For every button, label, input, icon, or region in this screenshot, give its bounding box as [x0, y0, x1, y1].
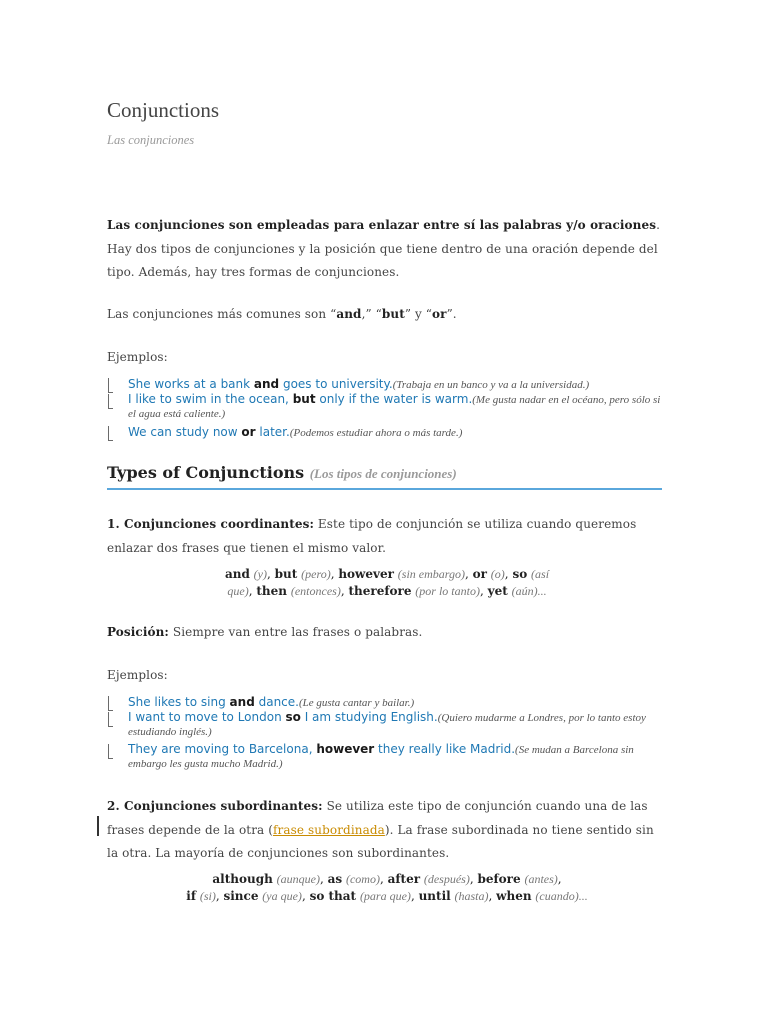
example-row: She likes to sing and dance.(Le gusta cantar y bailar.): [108, 695, 668, 709]
posicion-label: Posición:: [107, 625, 169, 639]
common-word-or: or: [432, 307, 447, 321]
examples-list-1: [108, 377, 668, 439]
common-sep1: ,” “: [361, 307, 382, 321]
text-cursor: [97, 816, 99, 836]
example-row: They are moving to Barcelona, however they really like Madrid.(Se mudan a Barcelona sin embargo les gusta mucho Madrid.): [108, 743, 668, 771]
bullet-mark-icon: [108, 696, 113, 711]
examples-list-2: [108, 695, 668, 771]
examples-label-1: Ejemplos:: [107, 350, 168, 364]
page-subtitle: Las conjunciones: [107, 133, 195, 147]
common-conjunctions: [107, 307, 667, 321]
subordinantes-text1: Se utiliza este tipo de conjunción cuando una de las frases depende de la otra (: [107, 799, 648, 837]
posicion-text: Siempre van entre las frases o palabras.: [168, 625, 423, 639]
bullet-mark-icon: [108, 744, 113, 759]
coordinantes-list-line1: and (y), but (pero), however (sin embargo), or (o), so (así: [224, 567, 550, 581]
common-suffix: ”.: [446, 307, 457, 321]
bullet-mark-icon: [108, 712, 113, 727]
coordinantes-text: Este tipo de conjunción se utiliza cuando queremos enlazar dos frases que tienen el mismo valor.: [107, 517, 637, 555]
subordinantes-list-line2: if (si), since (ya que), so that (para que), until (hasta), when (cuando)...: [186, 888, 588, 903]
frase-subordinada-link[interactable]: frase subordinada: [273, 822, 385, 837]
subordinantes-paragraph: [107, 795, 667, 866]
subordinantes-list: [107, 871, 667, 904]
subordinantes-text2: ). La frase subordinada no tiene sentido sin la otra. La mayoría de conjunciones son subordinantes.: [107, 822, 654, 860]
bullet-mark-icon: [108, 394, 113, 409]
section-subtitle: (Los tipos de conjunciones): [309, 466, 457, 481]
coordinantes-list-line2: que), then (entonces), therefore (por lo tanto), yet (aún)...: [227, 583, 547, 598]
section-heading: [107, 463, 457, 482]
coordinantes-label: 1. Conjunciones coordinantes:: [107, 517, 315, 531]
example-row: I want to move to London so I am studying English.(Quiero mudarme a Londres, por lo tanto estoy estudiando inglés.): [108, 711, 668, 739]
coordinantes-list: [107, 566, 667, 599]
coordinantes-paragraph: [107, 513, 667, 560]
intro-bold: Las conjunciones son empleadas para enlazar entre sí las palabras y/o oraciones: [107, 218, 657, 232]
example-row: We can study now or later.(Podemos estudiar ahora o más tarde.): [108, 425, 668, 439]
common-sep2: ” y “: [404, 307, 433, 321]
section-title: Types of Conjunctions: [107, 463, 305, 482]
intro-paragraph: [107, 214, 667, 285]
section-divider: [107, 488, 662, 490]
example-row: I like to swim in the ocean, but only if the water is warm.(Me gusta nadar en el océano, pero sólo si el agua está caliente.): [108, 393, 668, 421]
page-title: Conjunctions: [107, 98, 220, 122]
bullet-mark-icon: [108, 378, 113, 393]
example-row: She works at a bank and goes to university.(Trabaja en un banco y va a la universidad.): [108, 377, 668, 391]
examples-label-2: Ejemplos:: [107, 668, 168, 682]
common-word-and: and: [336, 307, 362, 321]
common-word-but: but: [381, 307, 405, 321]
posicion-line: [107, 625, 667, 639]
bullet-mark-icon: [108, 426, 113, 441]
intro-rest: . Hay dos tipos de conjunciones y la posición que tiene dentro de una oración depende del tipo. Además, hay tres formas de conjunciones.: [107, 218, 660, 279]
common-prefix: Las conjunciones más comunes son “: [107, 307, 337, 321]
subordinantes-label: 2. Conjunciones subordinantes:: [107, 799, 323, 813]
subordinantes-list-line1: although (aunque), as (como), after (después), before (antes),: [212, 872, 562, 886]
